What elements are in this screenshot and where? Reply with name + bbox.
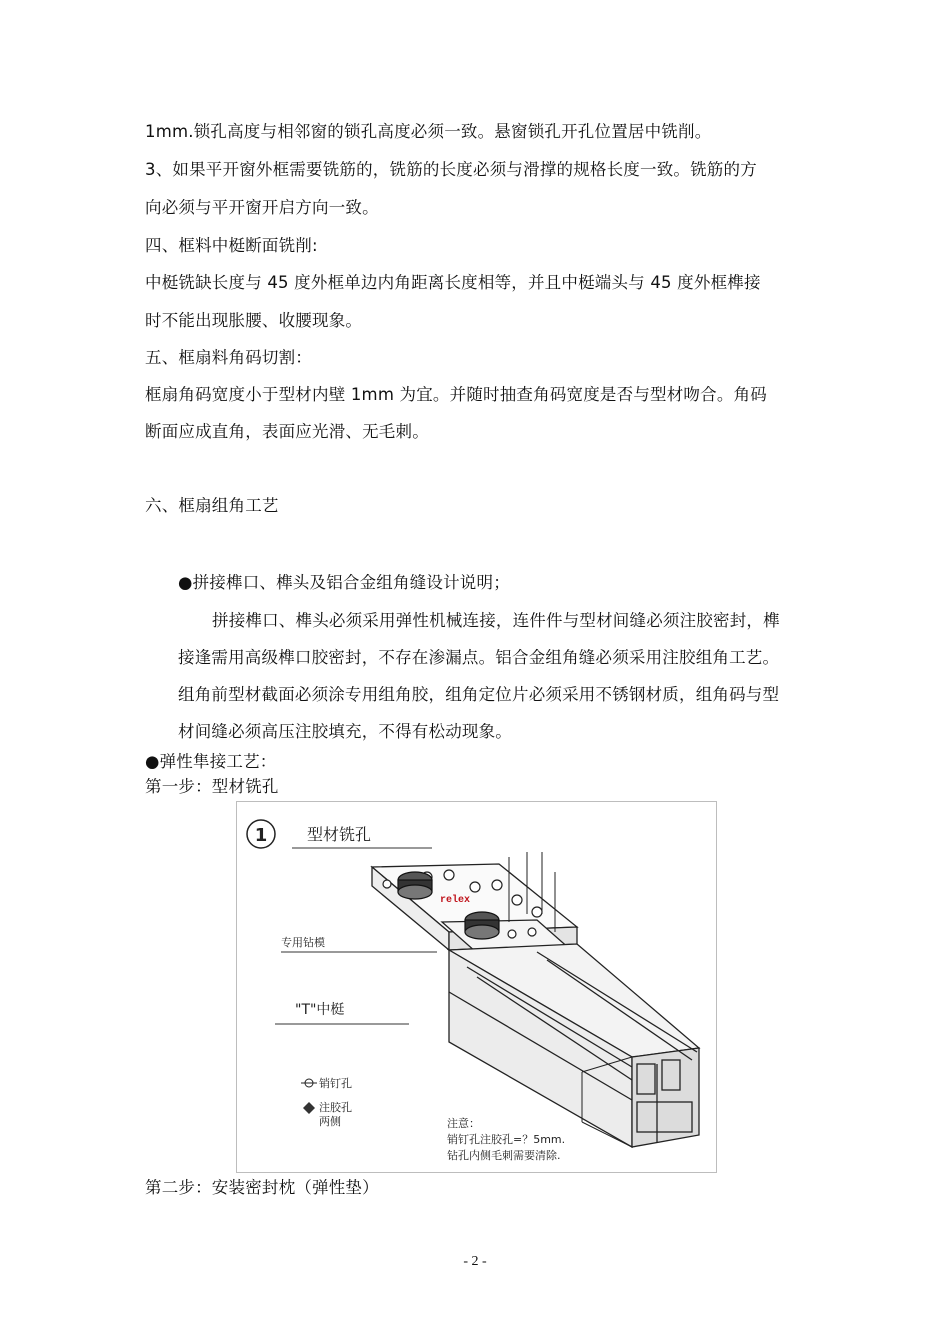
note-line-1: 销钉孔注胶孔=？5mm. bbox=[447, 1133, 566, 1146]
note-line-2: 钻孔内侧毛刺需要清除. bbox=[447, 1149, 561, 1162]
paragraph-line: 时不能出现胀腰、收腰现象。 bbox=[145, 311, 363, 330]
page-number: - 2 - bbox=[463, 1254, 487, 1269]
paragraph-line: 组角前型材截面必须涂专用组角胶，组角定位片必须采用不锈钢材质，组角码与型 bbox=[178, 685, 780, 704]
figure-title: 型材铣孔 bbox=[307, 825, 372, 844]
paragraph-line: 断面应成直角，表面应光滑、无毛刺。 bbox=[145, 422, 429, 441]
legend-glue-label: 注胶孔 bbox=[319, 1101, 352, 1114]
section-heading: 五、框扇料角码切割： bbox=[145, 348, 312, 367]
brand-label: relex bbox=[440, 895, 471, 906]
part-label: "T"中梃 bbox=[295, 1002, 345, 1018]
legend-pin-label: 销钉孔 bbox=[319, 1077, 352, 1090]
profile-drawing bbox=[372, 864, 699, 1147]
section-heading: 四、框料中梃断面铣削: bbox=[145, 236, 318, 255]
step-label: 第一步：型材铣孔 bbox=[145, 777, 279, 796]
paragraph-line: 框扇角码宽度小于型材内壁 1mm 为宜。并随时抽查角码宽度是否与型材吻合。角码 bbox=[145, 385, 767, 404]
paragraph-line: 3、如果平开窗外框需要铣筋的，铣筋的长度必须与滑撑的规格长度一致。铣筋的方 bbox=[145, 160, 757, 179]
legend bbox=[301, 1076, 352, 1128]
bullet-heading: ●弹性隼接工艺： bbox=[145, 752, 277, 771]
paragraph-line: 1mm.锁孔高度与相邻窗的锁孔高度必须一致。悬窗锁孔开孔位置居中铣削。 bbox=[145, 122, 712, 141]
legend-glue-sub: 两侧 bbox=[319, 1115, 341, 1128]
step-number: 1 bbox=[254, 825, 268, 846]
milling-diagram bbox=[236, 801, 717, 1173]
note-title: 注意： bbox=[447, 1117, 480, 1130]
paragraph-line: 中梃铣缺长度与 45 度外框单边内角距离长度相等，并且中梃端头与 45 度外框榫接 bbox=[145, 273, 761, 292]
jig-label: 专用钻模 bbox=[281, 936, 325, 949]
paragraph-line: 材间缝必须高压注胶填充，不得有松动现象。 bbox=[178, 722, 512, 741]
paragraph-line: 拼接榫口、榫头必须采用弹性机械连接，连件件与型材间缝必须注胶密封，榫 bbox=[212, 611, 780, 630]
bullet-heading: ●拼接榫口、榫头及铝合金组角缝设计说明； bbox=[178, 573, 510, 592]
section-heading: 六、框扇组角工艺 bbox=[145, 496, 279, 515]
paragraph-line: 向必须与平开窗开启方向一致。 bbox=[145, 198, 379, 217]
paragraph-line: 接逢需用高级榫口胶密封，不存在渗漏点。铝合金组角缝必须采用注胶组角工艺。 bbox=[178, 648, 780, 667]
step-label: 第二步：安装密封枕（弹性垫） bbox=[145, 1178, 379, 1197]
